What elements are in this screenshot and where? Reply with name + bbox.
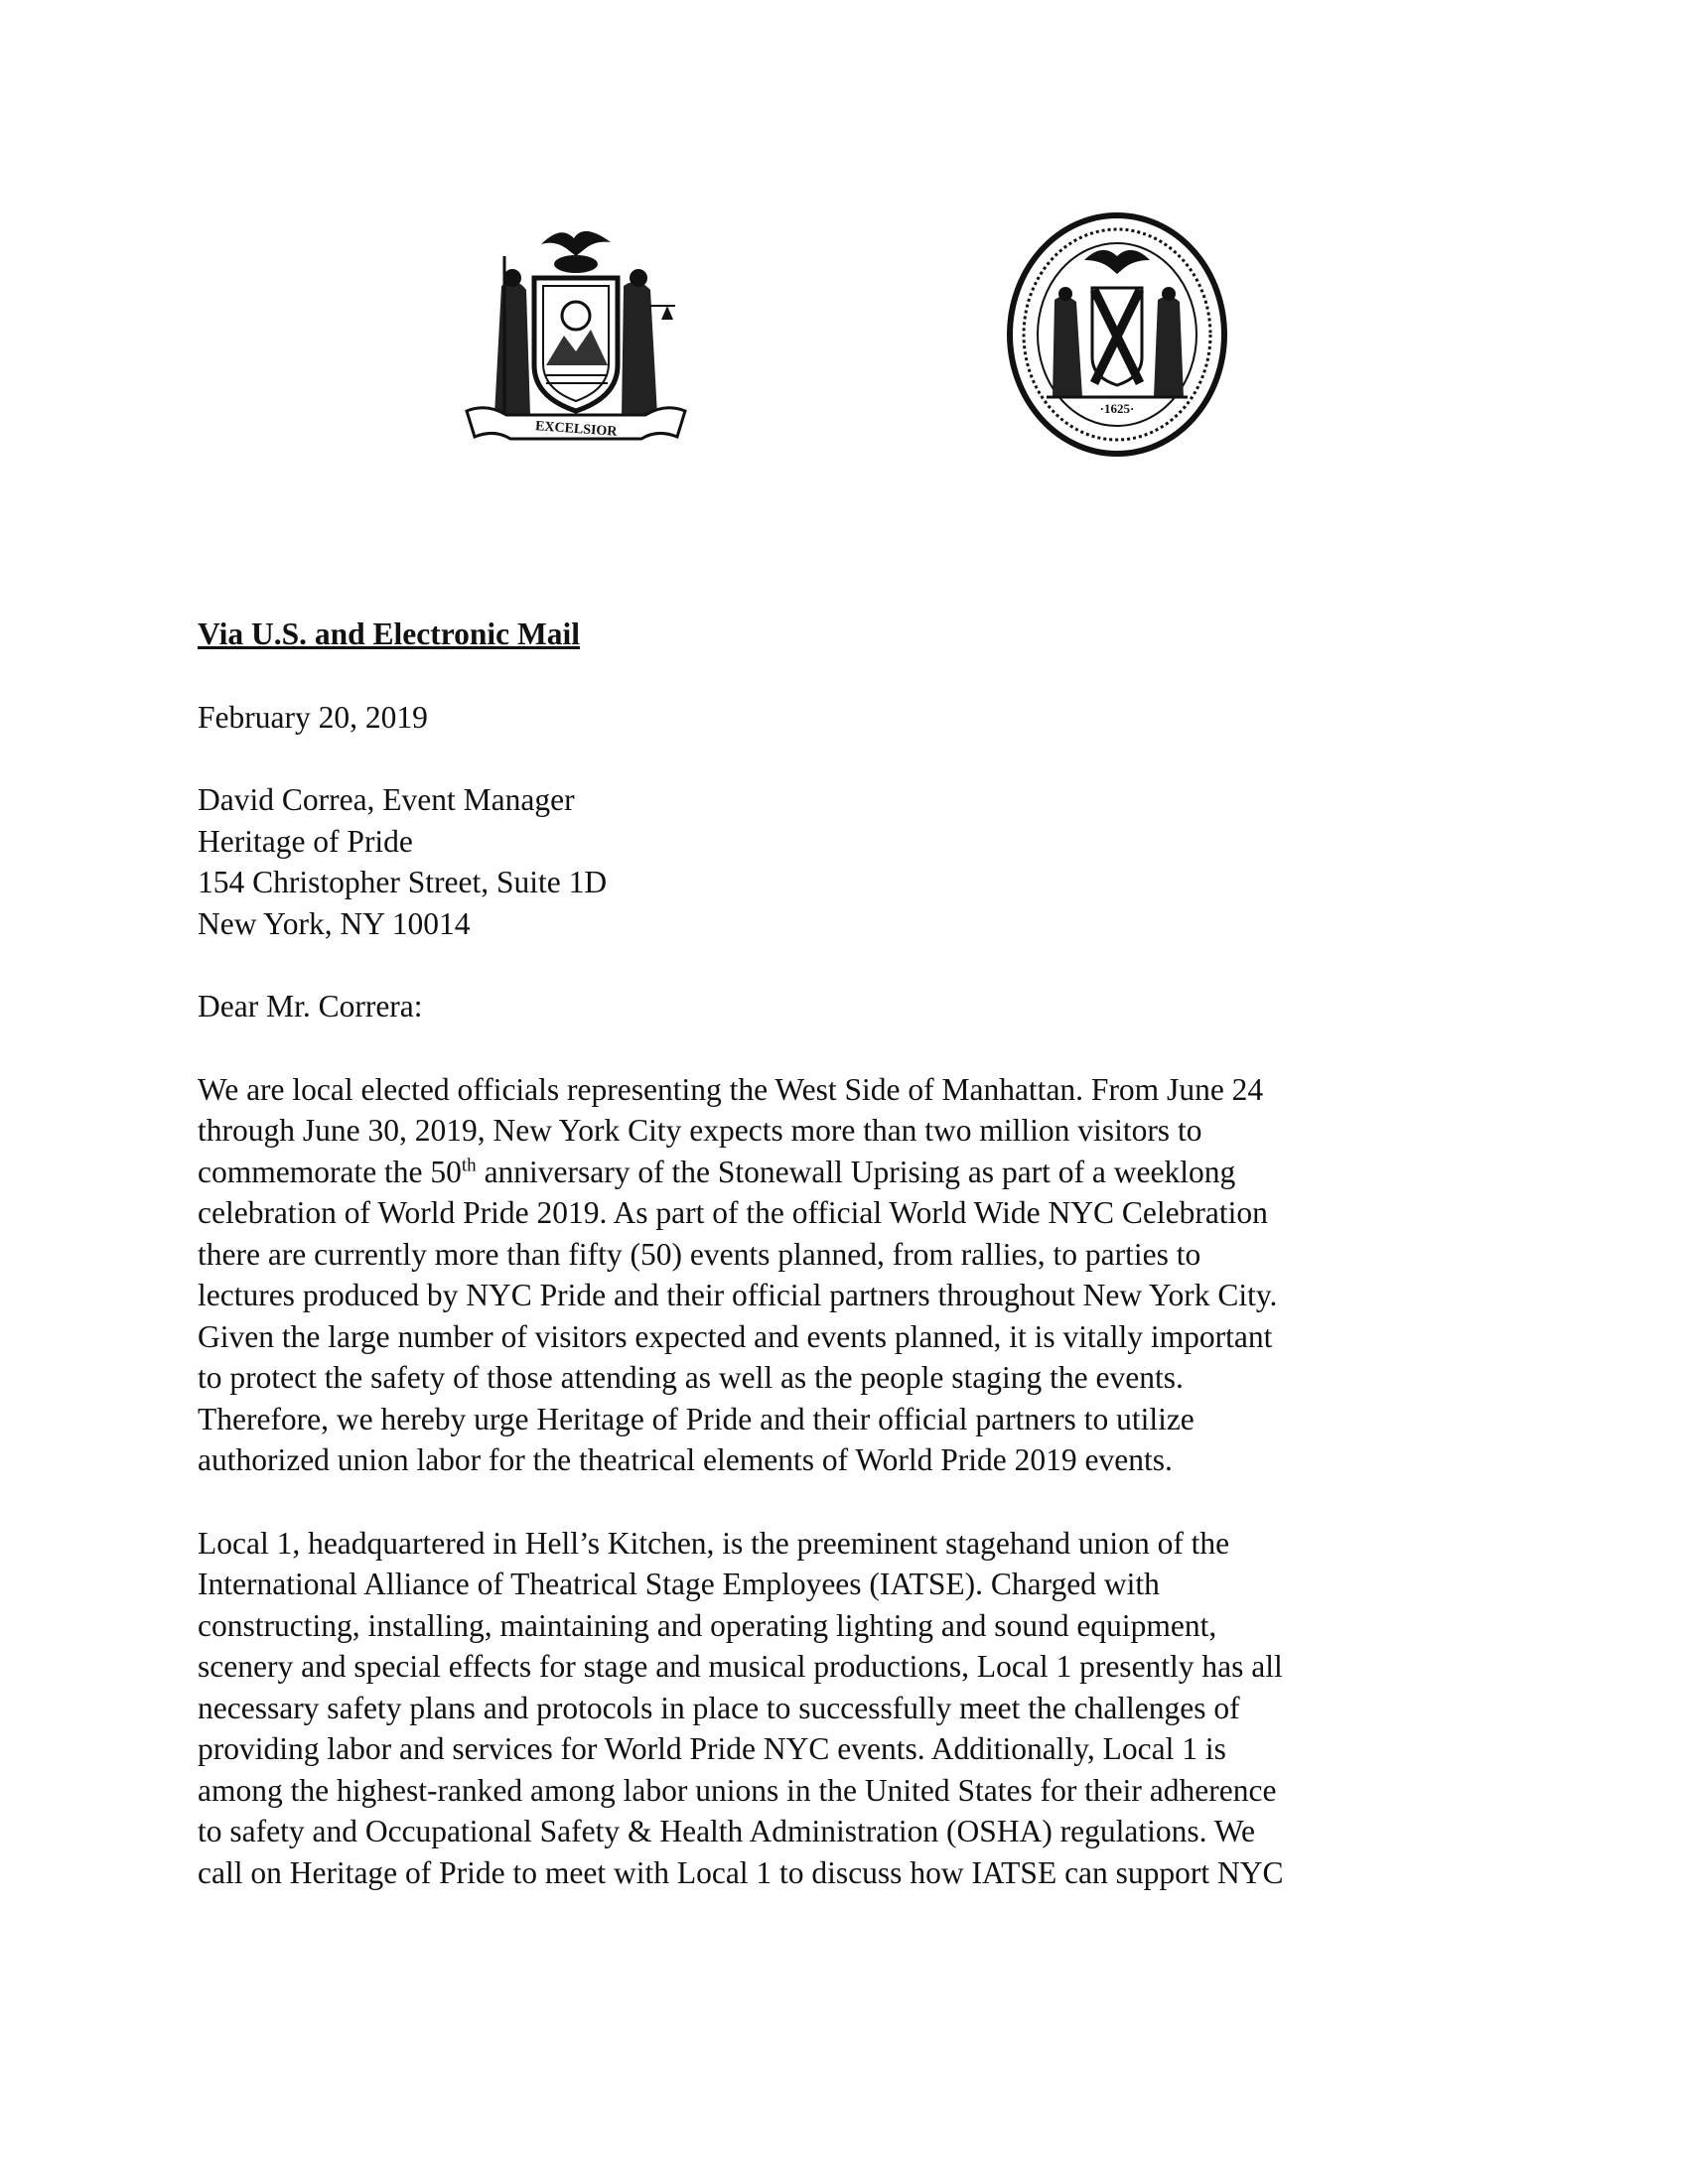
paragraph-2 xyxy=(198,1523,1488,1894)
line-text: anniversary of the Stonewall Uprising as part of a weeklong xyxy=(476,1154,1236,1189)
recipient-street: 154 Christopher Street, Suite 1D xyxy=(198,865,608,899)
recipient-organization: Heritage of Pride xyxy=(198,823,413,859)
paragraph-line: authorized union labor for the theatrical elements of World Pride 2019 events. xyxy=(198,1442,1173,1477)
paragraph-line: to protect the safety of those attending as well as the people staging the events. xyxy=(198,1360,1184,1395)
svg-text:EXCELSIOR: EXCELSIOR xyxy=(534,419,618,440)
salutation: Dear Mr. Correra: xyxy=(198,989,423,1024)
paragraph-line: International Alliance of Theatrical Stage Employees (IATSE). Charged with xyxy=(198,1567,1160,1601)
paragraph-line: We are local elected officials representing the West Side of Manhattan. From June 24 xyxy=(198,1071,1264,1107)
paragraph-line: to safety and Occupational Safety & Health Administration (OSHA) regulations. We xyxy=(198,1814,1256,1848)
recipient-name-title: David Correa, Event Manager xyxy=(198,782,575,817)
recipient-address xyxy=(198,779,1488,944)
paragraph-line: providing labor and services for World Pride NYC events. Additionally, Local 1 is xyxy=(198,1731,1226,1766)
paragraph-line: through June 30, 2019, New York City expects more than two million visitors to xyxy=(198,1113,1202,1148)
paragraph-line: Local 1, headquartered in Hell’s Kitchen, is the preeminent stagehand union of the xyxy=(198,1525,1230,1561)
paragraph-line: scenery and special effects for stage and musical productions, Local 1 presently has all xyxy=(198,1649,1283,1684)
paragraph-line: call on Heritage of Pride to meet with Local 1 to discuss how IATSE can support NYC xyxy=(198,1854,1284,1890)
delivery-method: Via U.S. and Electronic Mail xyxy=(198,616,580,651)
nyc-seal-graphic xyxy=(1003,208,1231,462)
letter-date: February 20, 2019 xyxy=(198,699,428,735)
paragraph-line: there are currently more than fifty (50) events planned, from rallies, to parties to xyxy=(198,1236,1201,1272)
paragraph-line: celebration of World Pride 2019. As part of the official World Wide NYC Celebration xyxy=(198,1195,1268,1230)
paragraph-line: constructing, installing, maintaining and operating lighting and sound equipment, xyxy=(198,1607,1217,1643)
letter-body xyxy=(198,614,1488,1935)
paragraph-line: among the highest-ranked among labor unions in the United States for their adherence xyxy=(198,1772,1277,1808)
line-text: commemorate the 50 xyxy=(198,1154,462,1189)
paragraph-1 xyxy=(198,1069,1488,1481)
ordinal-superscript: th xyxy=(461,1155,477,1175)
paragraph-line: necessary safety plans and protocols in place to successfully meet the challenges of xyxy=(198,1690,1240,1725)
nyc-seal xyxy=(1003,208,1231,462)
ny-state-seal-graphic xyxy=(447,216,705,460)
svg-text:·1625·: ·1625· xyxy=(1099,401,1135,416)
paragraph-line: lectures produced by NYC Pride and their official partners throughout New York City. xyxy=(198,1278,1278,1312)
paragraph-line: Therefore, we hereby urge Heritage of Pride and their official partners to utilize xyxy=(198,1401,1195,1436)
paragraph-line: Given the large number of visitors expected and events planned, it is vitally important xyxy=(198,1318,1273,1354)
paragraph-line xyxy=(198,1152,1488,1193)
ny-state-seal xyxy=(447,216,705,460)
recipient-city-state-zip: New York, NY 10014 xyxy=(198,905,471,941)
